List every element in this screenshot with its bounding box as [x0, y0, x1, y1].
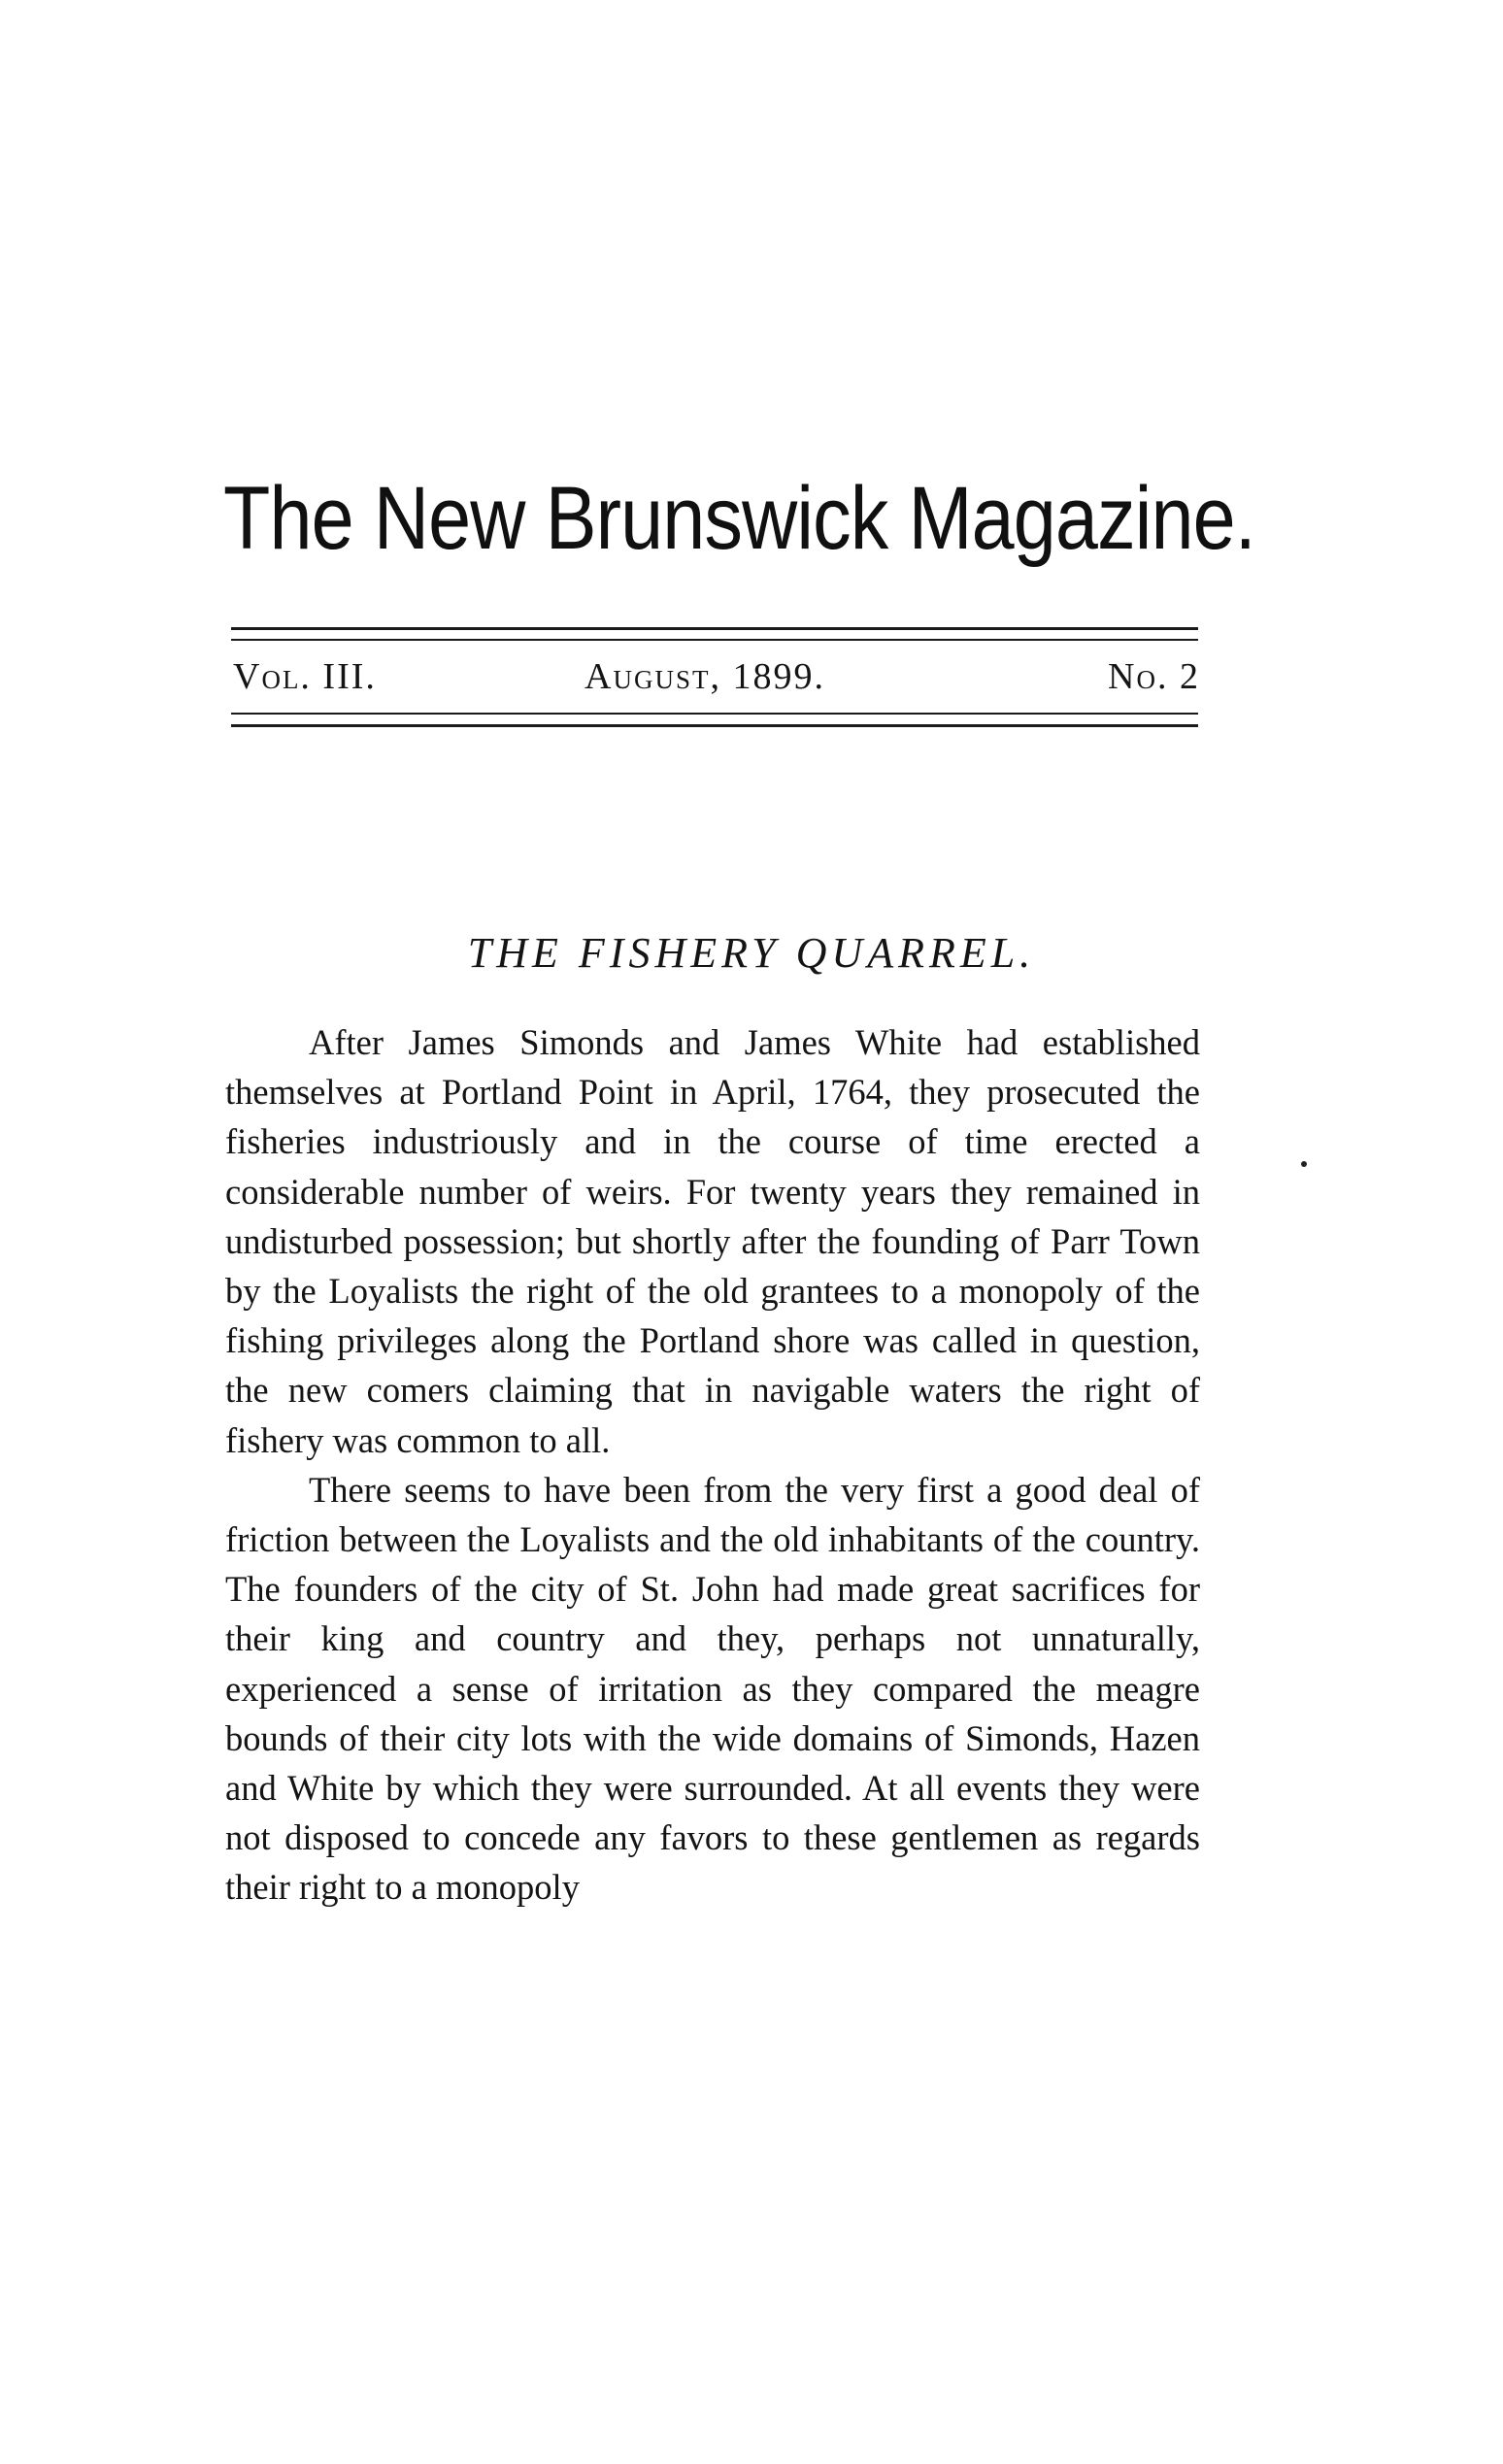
- article-paragraph: After James Simonds and James White had established themselves at Portland Point in April, 1764, they prosecuted the fisheries industriously and in the course of time erected a considerable number of weirs. For twenty years they remained in undisturbed possession; but shortly after the founding of Parr Town by the Loyalists the right of the old grantees to a monopoly of the fishing privileges along the Portland shore was called in question, the new comers claiming that in navigable waters the right of fishery was common to all.: [225, 1022, 1200, 1460]
- issue-date: August, 1899.: [584, 656, 825, 697]
- masthead-rule-bottom-1: [231, 713, 1198, 715]
- masthead-rule-top-1: [231, 627, 1198, 630]
- volume-label: Vol. III.: [233, 656, 377, 697]
- magazine-title: The New Brunswick Magazine.: [223, 469, 1255, 568]
- issue-number: No. 2: [1108, 656, 1200, 697]
- article-paragraph: There seems to have been from the very first a good deal of friction between the Loyalists and the old inhabitants of the country. The founders of the city of St. John had made great sacrifices for their king and country and they, perhaps not unnaturally, experienced a sense of irritation as they compared the meagre bounds of their city lots with the wide domains of Simonds, Hazen and White by which they were surrounded. At all events they were not disposed to concede any favors to these gentlemen as regards their right to a monopoly: [225, 1469, 1200, 1908]
- ink-speck: [1301, 1161, 1307, 1167]
- masthead-rule-bottom-2: [231, 724, 1198, 727]
- masthead-rule-top-2: [231, 639, 1198, 641]
- article-title: THE FISHERY QUARREL.: [467, 929, 1036, 977]
- article-body: [225, 1017, 1200, 1913]
- issue-line: [233, 652, 1200, 701]
